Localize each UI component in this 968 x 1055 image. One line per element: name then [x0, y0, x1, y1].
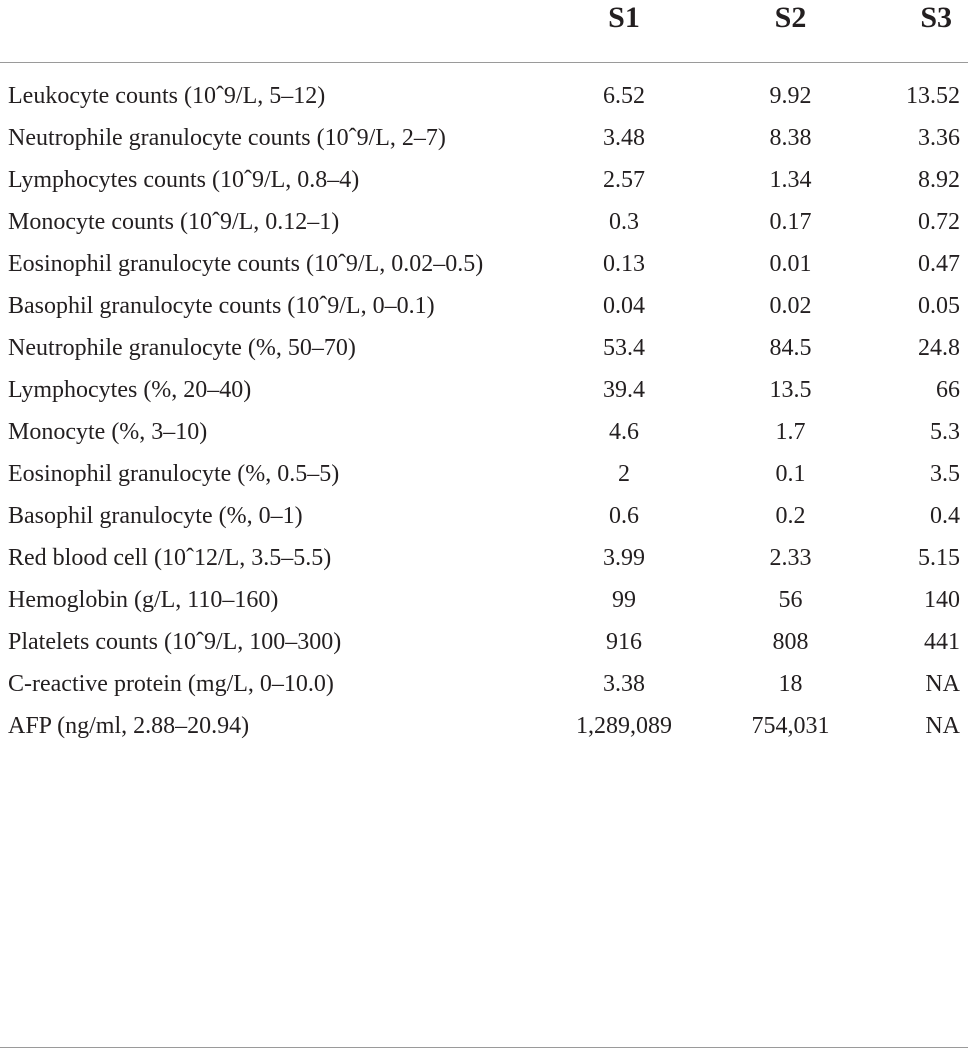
s2-value-cell: 84.5 [769, 335, 812, 361]
parameter-cell: Eosinophil granulocyte counts (10ˆ9/L, 0.02–0.5) [8, 251, 484, 277]
table-row [0, 159, 968, 201]
s2-value-cell: 1.34 [769, 167, 812, 193]
parameter-cell: Eosinophil granulocyte (%, 0.5–5) [8, 461, 340, 487]
parameter-cell: Platelets counts (10ˆ9/L, 100–300) [8, 629, 342, 655]
s1-value-cell: 1,289,089 [576, 713, 672, 739]
s1-value-cell: 39.4 [603, 377, 645, 403]
parameter-cell: Lymphocytes (%, 20–40) [8, 377, 252, 403]
parameter-cell: AFP (ng/ml, 2.88–20.94) [8, 713, 250, 739]
s3-value-cell: 13.52 [906, 83, 960, 109]
s1-value-cell: 916 [606, 629, 642, 655]
s3-value-cell: 5.3 [930, 419, 960, 445]
table-row [0, 285, 968, 327]
table-row [0, 537, 968, 579]
s3-value-cell: 0.4 [930, 503, 960, 529]
s2-value-cell: 0.01 [769, 251, 812, 277]
s2-value-cell: 56 [778, 587, 803, 613]
s3-value-cell: NA [925, 671, 960, 697]
table-row [0, 663, 968, 705]
header-row [0, 0, 968, 63]
s2-value-cell: 18 [778, 671, 803, 697]
table-row [0, 495, 968, 537]
s3-value-cell: 3.5 [930, 461, 960, 487]
parameter-cell: Monocyte counts (10ˆ9/L, 0.12–1) [8, 209, 340, 235]
table-row [0, 243, 968, 285]
parameter-cell: Monocyte (%, 3–10) [8, 419, 208, 445]
s3-value-cell: 0.72 [918, 209, 960, 235]
s1-value-cell: 0.3 [609, 209, 639, 235]
parameter-cell: Red blood cell (10ˆ12/L, 3.5–5.5) [8, 545, 332, 571]
parameter-cell: Basophil granulocyte (%, 0–1) [8, 503, 303, 529]
s3-value-cell: 0.05 [918, 293, 960, 319]
s1-value-cell: 0.6 [609, 503, 639, 529]
table-header [0, 0, 968, 63]
header-s1-label: S1 [608, 1, 640, 34]
header-s2 [708, 0, 873, 63]
s1-value-cell: 6.52 [603, 83, 645, 109]
parameter-cell: C-reactive protein (mg/L, 0–10.0) [8, 671, 334, 697]
table-row [0, 411, 968, 453]
header-s3 [873, 0, 968, 63]
s1-value-cell: 2.57 [603, 167, 645, 193]
s3-value-cell: 66 [936, 377, 960, 403]
table-row [0, 579, 968, 621]
s3-value-cell: 3.36 [918, 125, 960, 151]
s2-value-cell: 2.33 [769, 545, 812, 571]
s3-value-cell: 5.15 [918, 545, 960, 571]
s3-value-cell: NA [925, 713, 960, 739]
s2-value-cell: 0.02 [769, 293, 812, 319]
s1-value-cell: 3.99 [603, 545, 645, 571]
s1-value-cell: 0.04 [603, 293, 645, 319]
s2-value-cell: 8.38 [769, 125, 812, 151]
table-row [0, 453, 968, 495]
table-row [0, 201, 968, 243]
header-s2-label: S2 [774, 1, 807, 34]
s3-value-cell: 0.47 [918, 251, 960, 277]
table-bottom-rule [0, 1047, 968, 1048]
parameter-cell: Basophil granulocyte counts (10ˆ9/L, 0–0.1) [8, 293, 435, 319]
parameter-cell: Lymphocytes counts (10ˆ9/L, 0.8–4) [8, 167, 360, 193]
s2-value-cell: 0.1 [775, 461, 806, 487]
table-body [0, 63, 968, 766]
table-row [0, 705, 968, 765]
s2-value-cell: 0.17 [769, 209, 812, 235]
table-row [0, 327, 968, 369]
s2-value-cell: 9.92 [769, 83, 812, 109]
s3-value-cell: 24.8 [918, 335, 960, 361]
table-row [0, 621, 968, 663]
parameter-cell: Leukocyte counts (10ˆ9/L, 5–12) [8, 83, 326, 109]
s3-value-cell: 140 [924, 587, 960, 613]
s3-value-cell: 8.92 [918, 167, 960, 193]
s1-value-cell: 3.38 [603, 671, 645, 697]
parameter-cell: Neutrophile granulocyte counts (10ˆ9/L, 2–7) [8, 125, 446, 151]
s1-value-cell: 3.48 [603, 125, 645, 151]
s1-value-cell: 0.13 [603, 251, 645, 277]
parameter-cell: Hemoglobin (g/L, 110–160) [8, 587, 279, 613]
s2-value-cell: 0.2 [775, 503, 806, 529]
s2-value-cell: 1.7 [775, 419, 806, 445]
s2-value-cell: 754,031 [751, 713, 830, 739]
table-row [0, 63, 968, 118]
header-s1 [540, 0, 708, 63]
s1-value-cell: 99 [612, 587, 636, 613]
s2-value-cell: 808 [772, 629, 809, 655]
header-s3-label: S3 [920, 1, 952, 34]
s3-value-cell: 441 [924, 629, 960, 655]
s2-value-cell: 13.5 [769, 377, 812, 403]
s1-value-cell: 4.6 [609, 419, 639, 445]
table-row [0, 117, 968, 159]
header-parameter [0, 0, 540, 63]
table-row [0, 369, 968, 411]
s1-value-cell: 2 [618, 461, 630, 487]
s1-value-cell: 53.4 [603, 335, 645, 361]
parameter-cell: Neutrophile granulocyte (%, 50–70) [8, 335, 356, 361]
